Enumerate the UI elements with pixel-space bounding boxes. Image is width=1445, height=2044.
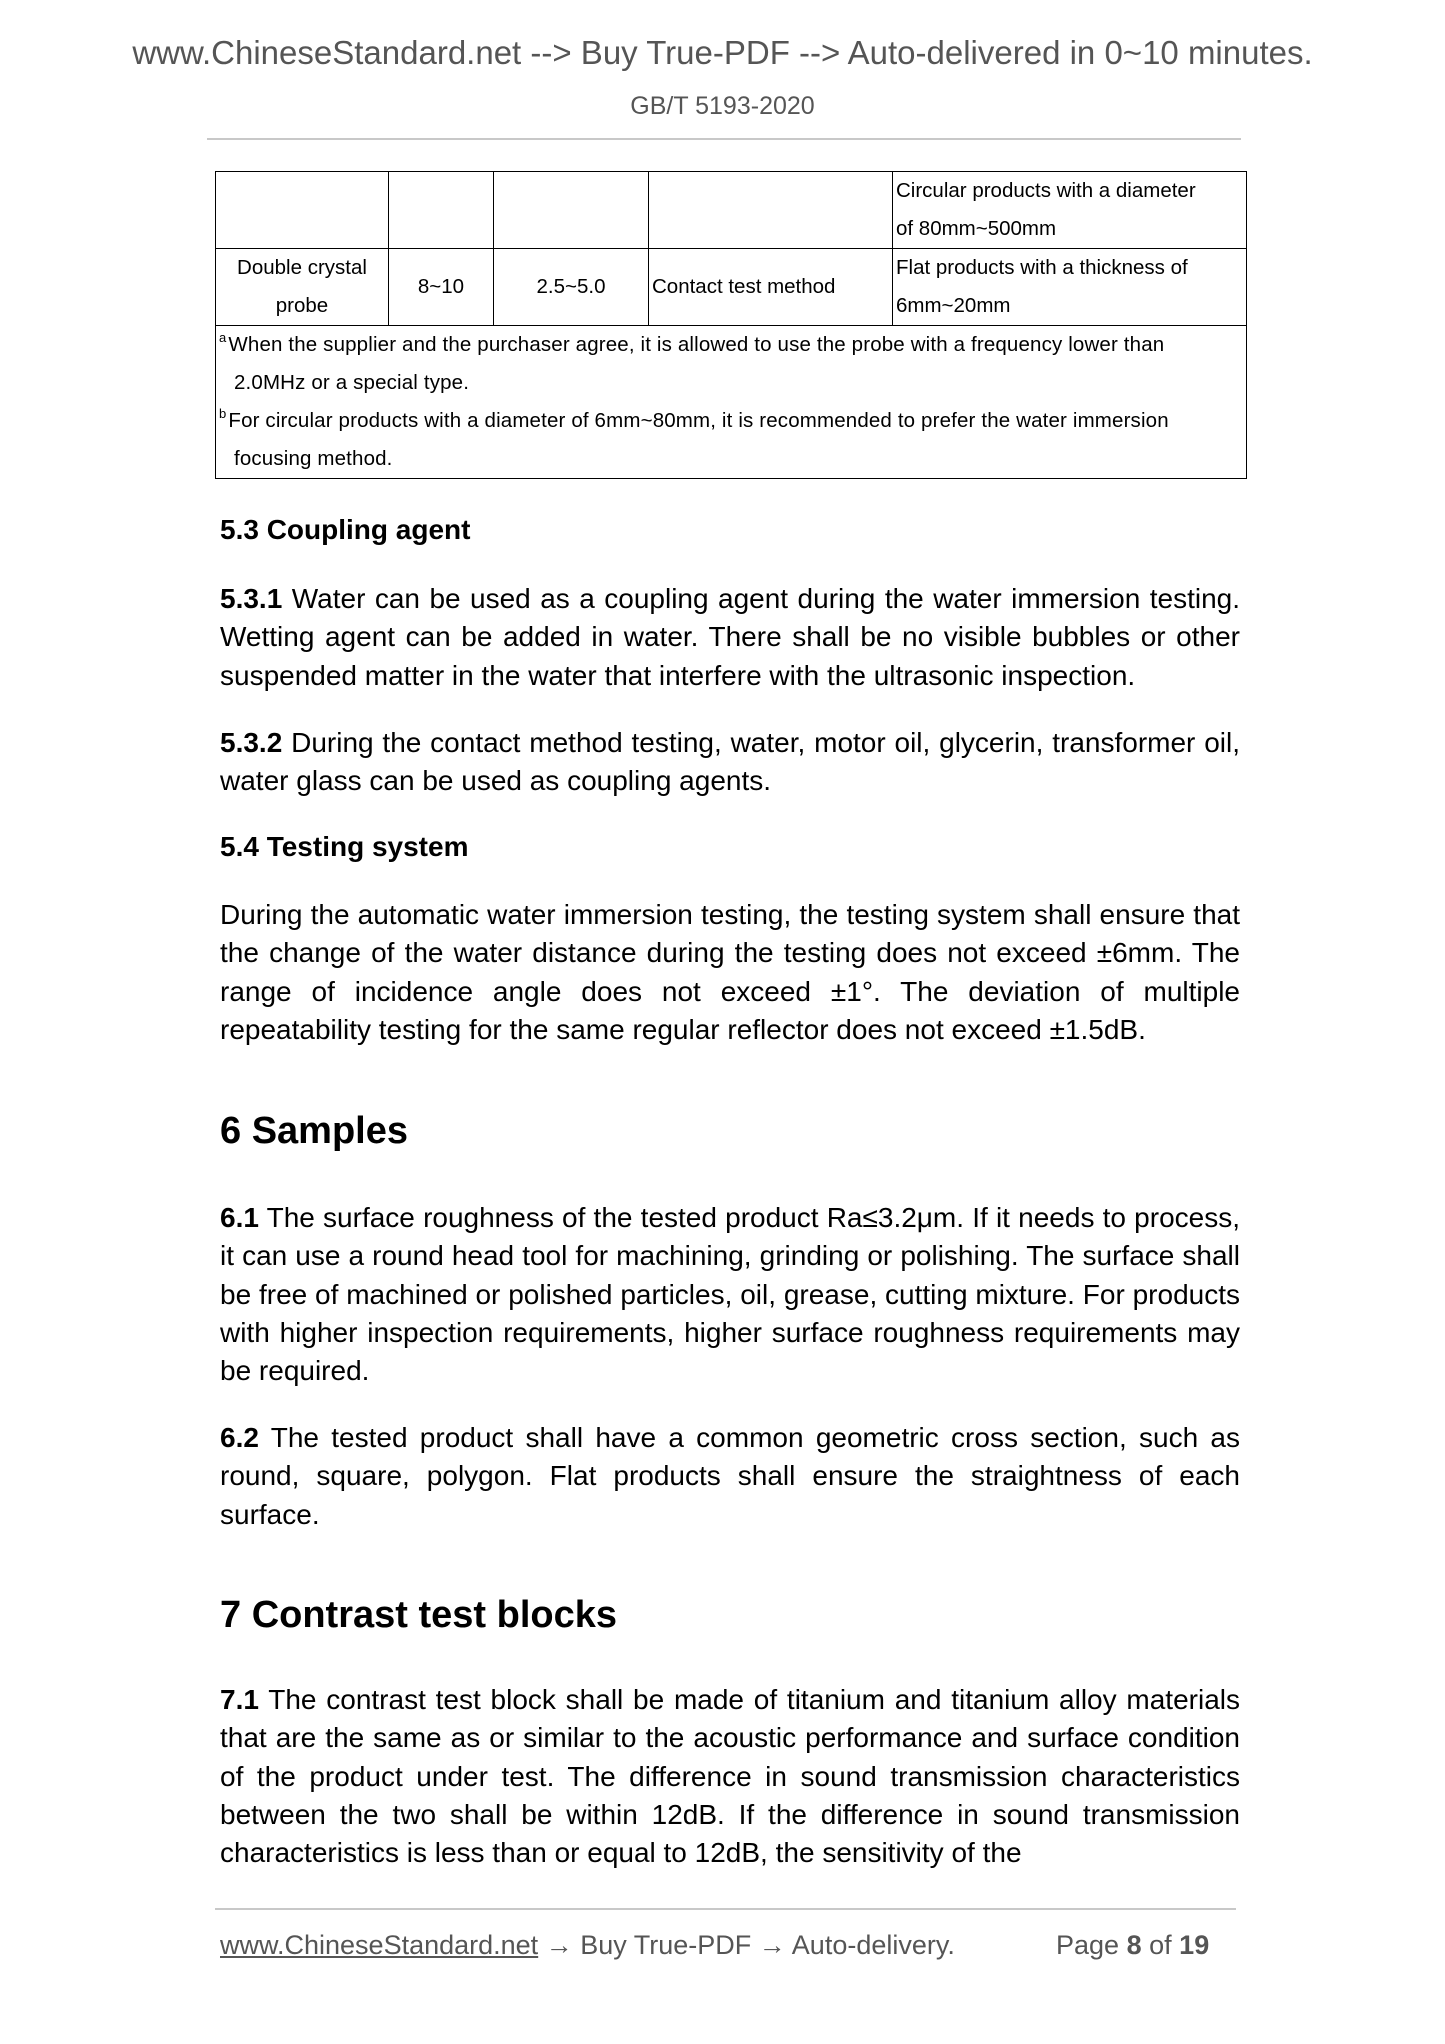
footnote-a xyxy=(219,326,1243,364)
footer-buy-text: Buy True-PDF xyxy=(580,1930,752,1960)
section-heading-5-4: 5.4 Testing system xyxy=(220,831,469,862)
clause-number: 5.3.2 xyxy=(220,727,283,758)
cell-line: of 80mm~500mm xyxy=(896,217,1057,240)
header-divider xyxy=(207,138,1241,140)
table-cell xyxy=(216,172,389,249)
clause-text: The contrast test block shall be made of titanium and titanium alloy materials that are the same as or similar to the acoustic performance and surface condition of the product under test. The difference in sound transmission characteristics between the two shall be within 12dB. If the difference in sound transmission characteristics is less than or equal to 12dB, the sensitivity of the xyxy=(220,1684,1240,1869)
section-heading-6: 6 Samples xyxy=(220,1110,408,1152)
paragraph-5-3-1 xyxy=(220,580,1240,695)
arrow-right-icon: → xyxy=(545,1930,573,1960)
cell-line: Flat products with a thickness of xyxy=(896,256,1188,279)
footer-delivery-text: Auto-delivery. xyxy=(791,1930,955,1960)
table-row xyxy=(216,172,1247,249)
footnote-b xyxy=(219,402,1243,440)
probe-table xyxy=(215,171,1247,479)
page-total: 19 xyxy=(1179,1930,1210,1960)
table-footnotes-row xyxy=(216,326,1247,479)
footnote-marker: b xyxy=(219,406,227,421)
section-heading-5-3: 5.3 Coupling agent xyxy=(220,514,471,545)
clause-number: 5.3.1 xyxy=(220,583,283,614)
page-label: Page xyxy=(1056,1930,1120,1960)
header-banner: www.ChineseStandard.net --> Buy True-PDF --> Auto-delivered in 0~10 minutes. xyxy=(132,34,1313,71)
clause-text: The tested product shall have a common geometric cross section, such as round, square, polygon. Flat products shall ensure the straightness of each surface. xyxy=(220,1422,1240,1530)
footer-divider xyxy=(215,1908,1236,1910)
paragraph-5-3-2 xyxy=(220,724,1240,801)
table-cell xyxy=(893,249,1247,326)
footer-link[interactable]: www.ChineseStandard.net xyxy=(220,1930,539,1960)
footnote-text: 2.0MHz or a special type. xyxy=(234,371,470,394)
footer-left xyxy=(220,1930,955,1961)
of-label: of xyxy=(1149,1930,1172,1960)
clause-text: The surface roughness of the tested product Ra≤3.2μm. If it needs to process, it can use a round head tool for machining, grinding or polishing. The surface shall be free of machined or polished particles, oil, grease, cutting mixture. For products with higher inspection requirements, higher surface roughness requirements may be required. xyxy=(220,1202,1240,1387)
cell-line: probe xyxy=(275,294,329,317)
cell-line: 6mm~20mm xyxy=(896,294,1011,317)
clause-number: 6.2 xyxy=(220,1422,259,1453)
frequency-cell: 8~10 xyxy=(389,249,494,326)
clause-text: Water can be used as a coupling agent during the water immersion testing. Wetting agent can be added in water. There shall be no visible bubbles or other suspended matter in the water that interfere with the ultrasonic inspection. xyxy=(220,583,1240,691)
page-number: 8 xyxy=(1126,1930,1142,1960)
footnote-text: When the supplier and the purchaser agree, it is allowed to use the probe with a frequency lower than xyxy=(228,333,1165,356)
clause-number: 6.1 xyxy=(220,1202,259,1233)
footnote-marker: a xyxy=(219,330,227,345)
table-cell xyxy=(389,172,494,249)
clause-text: During the contact method testing, water, motor oil, glycerin, transformer oil, water glass can be used as coupling agents. xyxy=(220,727,1240,797)
cell-line: Double crystal xyxy=(237,256,367,279)
table-cell xyxy=(893,172,1247,249)
table-cell xyxy=(494,172,649,249)
paragraph-6-2 xyxy=(220,1419,1240,1534)
page-indicator xyxy=(1056,1930,1209,1961)
paragraph-5-4: During the automatic water immersion testing, the testing system shall ensure that the change of the water distance during the testing does not exceed ±6mm. The range of incidence angle does not exceed ±1°. The deviation of multiple repeatability testing for the same regular reflector does not exceed ±1.5dB. xyxy=(220,899,1240,1045)
section-heading-7: 7 Contrast test blocks xyxy=(220,1594,617,1636)
cell-line: Circular products with a diameter xyxy=(896,179,1196,202)
table-footnotes xyxy=(216,326,1247,479)
footnote-text: focusing method. xyxy=(234,447,393,470)
size-cell: 2.5~5.0 xyxy=(494,249,649,326)
method-cell: Contact test method xyxy=(649,249,893,326)
footnote-text: For circular products with a diameter of 6mm~80mm, it is recommended to prefer the water immersion xyxy=(228,409,1169,432)
arrow-right-icon: → xyxy=(758,1930,786,1960)
paragraph-6-1 xyxy=(220,1199,1240,1390)
standard-number: GB/T 5193-2020 xyxy=(630,92,815,120)
table-row xyxy=(216,249,1247,326)
paragraph-7-1 xyxy=(220,1681,1240,1872)
table-cell xyxy=(649,172,893,249)
probe-type-cell xyxy=(216,249,389,326)
clause-number: 7.1 xyxy=(220,1684,259,1715)
